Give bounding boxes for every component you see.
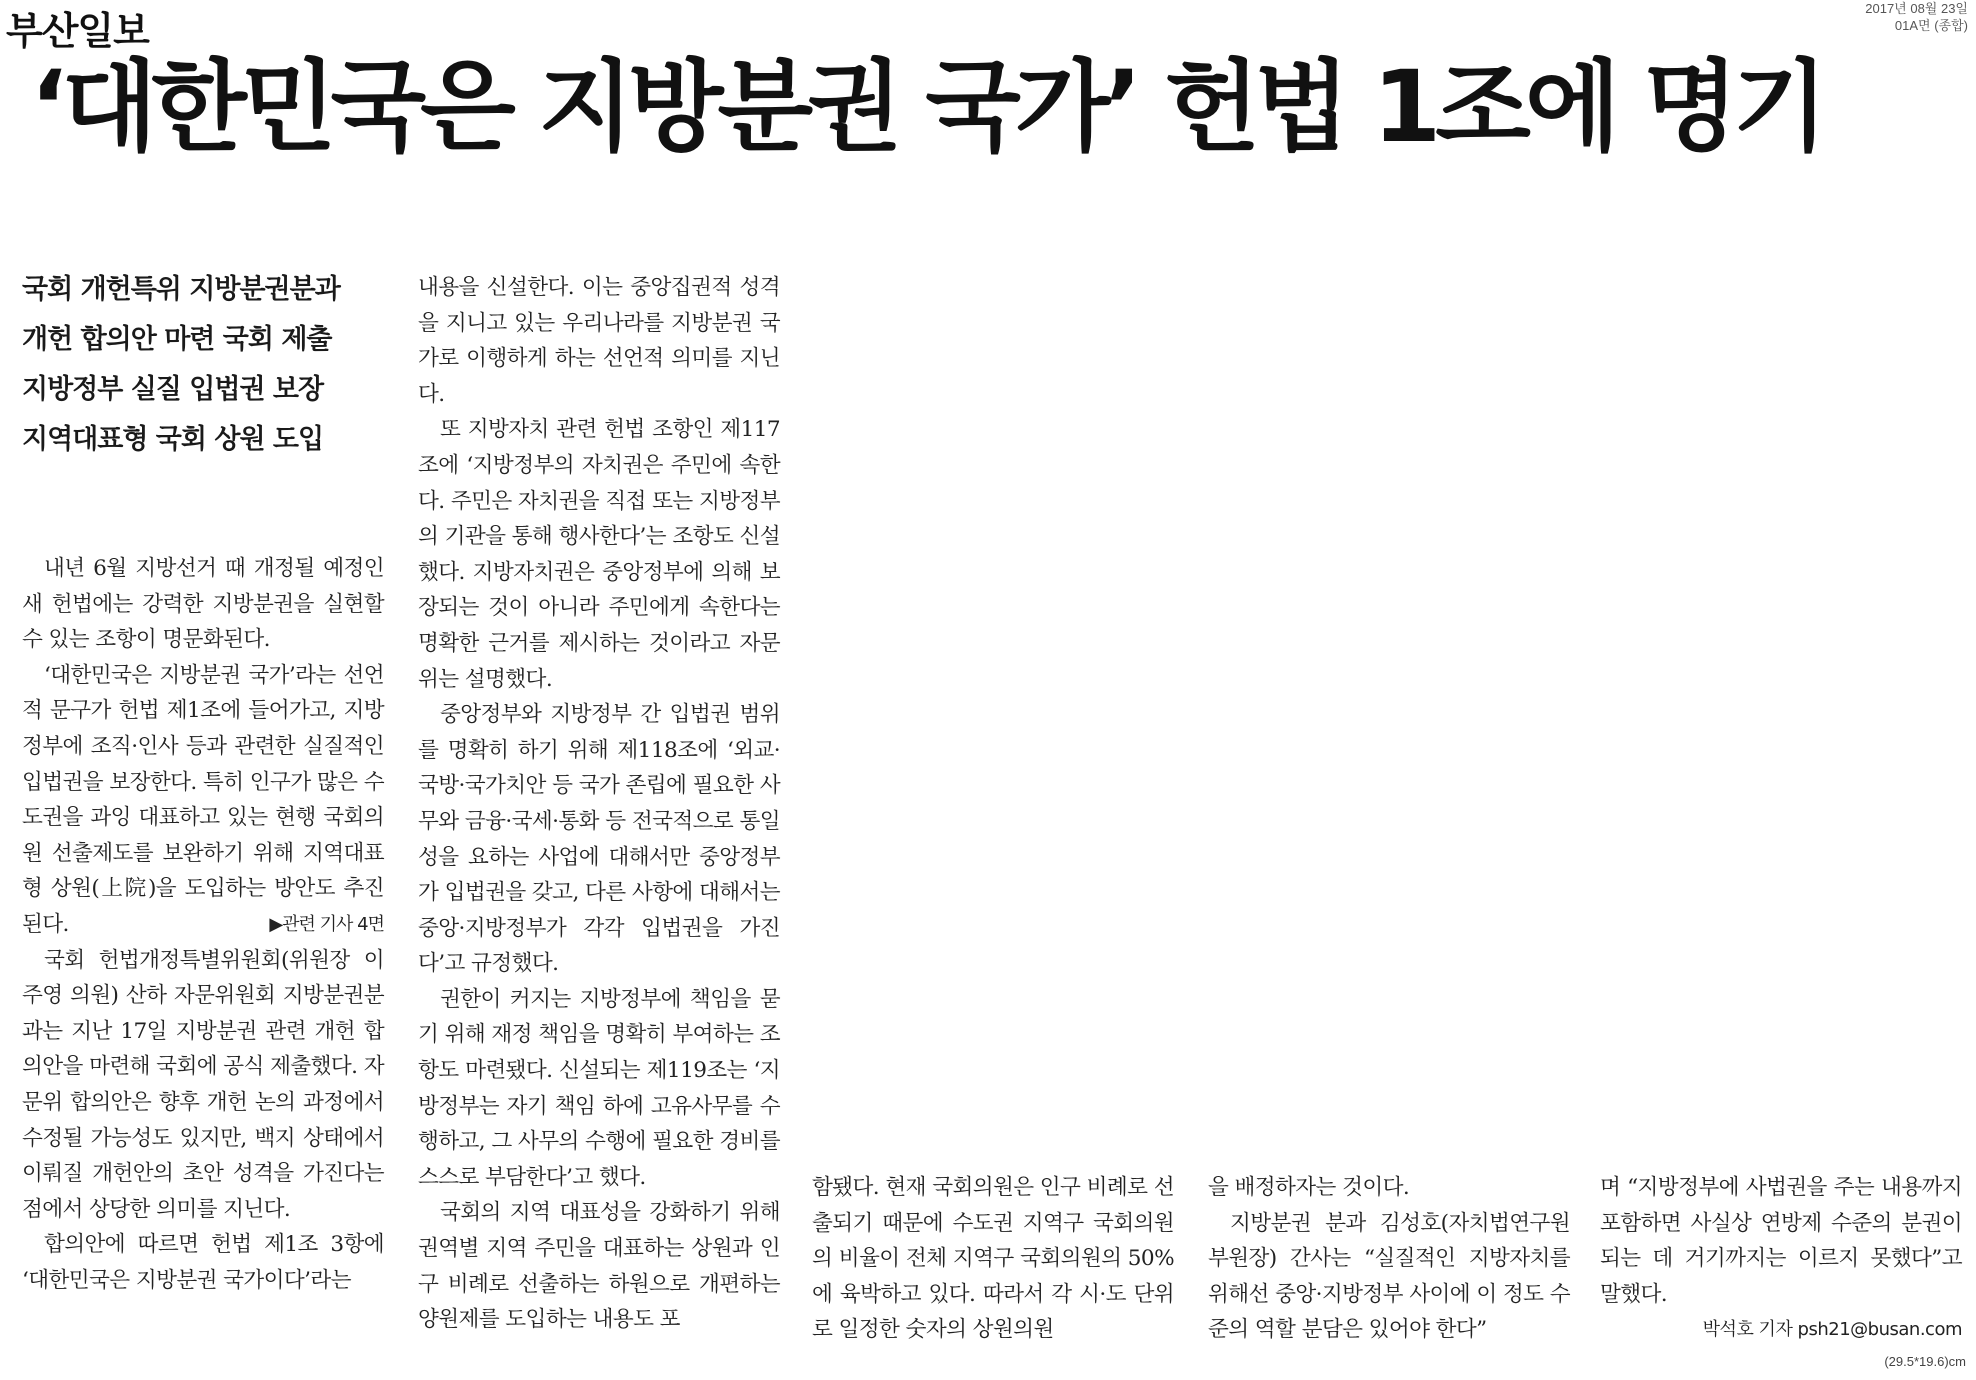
byline: 박석호 기자 psh21@busan.com [1702, 1319, 1962, 1340]
paragraph: 내년 6월 지방선거 때 개정될 예정인 새 헌법에는 강력한 지방분권을 실현할 수 있는 조항이 명문화된다. [22, 556, 384, 653]
paragraph: 국회의 지역 대표성을 강화하기 위해 권역별 지역 주민을 대표하는 상원과 인구 비례로 선출하는 하원으로 개편하는 양원제를 도입하는 내용도 포 [418, 1200, 780, 1333]
paragraph: 을 배정하자는 것이다. [1208, 1175, 1410, 1200]
paragraph: 국회 헌법개정특별위원회(위원장 이주영 의원) 산하 자문위원회 지방분권분과는 지난 17일 지방분권 관련 개헌 합의안을 마련해 국회에 공식 제출했다. 자문위 합의안은 향후 개헌 논의 과정에서 수정될 가능성도 있지만, 백지 상태에서 이뤄질 개헌안의 초안 성격을 가진다는 점에서 상당한 의미를 지닌다. [22, 947, 384, 1222]
article-column-3 [812, 1170, 1174, 1348]
subheadline: 지방정부 실질 입법권 보장 [22, 374, 324, 405]
paragraph: 함됐다. 현재 국회의원은 인구 비례로 선출되기 때문에 수도권 지역구 국회의원의 비율이 전체 지역구 국회의원의 50%에 육박하고 있다. 따라서 각 시·도 단위로 일정한 숫자의 상원의원 [812, 1175, 1174, 1343]
paragraph: 중앙정부와 지방정부 간 입법권 범위를 명확히 하기 위해 제118조에 ‘외교·국방·국가치안 등 국가 존립에 필요한 사무와 금융·국세·통화 등 전국적으로 통일성을 요하는 사업에 대해서만 중앙정부가 입법권을 갖고, 다른 사항에 대해서는 중앙·지방정부가 각각 입법권을 가진다’고 규정했다. [418, 702, 780, 977]
paragraph: 또 지방자치 관련 헌법 조항인 제117조에 ‘지방정부의 자치권은 주민에 속한다. 주민은 자치권을 직접 또는 지방정부의 기관을 통해 행사한다’는 조항도 신설했다. 지방자치권은 중앙정부에 의해 보장되는 것이 아니라 주민에게 속한다는 명확한 근거를 제시하는 것이라고 자문위는 설명했다. [418, 417, 780, 692]
paragraph: 지방분권 분과 김성호(자치법연구원 부원장) 간사는 “실질적인 지방자치를 위해선 중앙·지방정부 사이에 이 정도 수준의 역할 분담은 있어야 한다” [1208, 1210, 1570, 1343]
subheadline: 개헌 합의안 마련 국회 제출 [22, 324, 332, 355]
paragraph: 권한이 커지는 지방정부에 책임을 묻기 위해 재정 책임을 명확히 부여하는 조항도 마련됐다. 신설되는 제119조는 ‘지방정부는 자기 책임 하에 고유사무를 수행하고, 그 사무의 수행에 필요한 경비를 스스로 부담한다’고 했다. [418, 986, 780, 1190]
page-number: 01A면 (종합) [1894, 18, 1968, 33]
dateline [1865, 0, 1968, 34]
subheadline: 국회 개헌특위 지방분권분과 [22, 274, 340, 305]
article-column-5 [1600, 1170, 1962, 1312]
article-column-2 [418, 270, 780, 1338]
paragraph: 합의안에 따르면 헌법 제1조 3항에 ‘대한민국은 지방분권 국가이다’라는 [22, 1232, 384, 1293]
subheadlines [22, 265, 382, 465]
clipping-size-note: (29.5*19.6)cm [1884, 1354, 1966, 1369]
subheadline: 지역대표형 국회 상원 도입 [22, 424, 324, 455]
issue-date: 2017년 08월 23일 [1865, 1, 1968, 16]
headline: ‘대한민국은 지방분권 국가’ 헌법 1조에 명기 [30, 50, 1823, 165]
paragraph [22, 658, 384, 943]
paragraph: 내용을 신설한다. 이는 중앙집권적 성격을 지니고 있는 우리나라를 지방분권 국가로 이행하게 하는 선언적 의미를 지닌다. [418, 275, 780, 407]
article-column-4 [1208, 1170, 1570, 1348]
paragraph-text: ‘대한민국은 지방분권 국가’라는 선언적 문구가 헌법 제1조에 들어가고, 지방정부에 조직·인사 등과 관련한 실질적인 입법권을 보장한다. 특히 인구가 많은 수도권을 과잉 대표하고 있는 현행 국회의원 선출제도를 보완하기 위해 지역대표형 상원(上院)을 도입하는 방안도 추진된다. [22, 662, 384, 937]
article-column-1 [22, 551, 384, 1298]
paragraph: 며 “지방정부에 사법권을 주는 내용까지 포함하면 사실상 연방제 수준의 분권이 되는 데 거기까지는 이르지 못했다”고 말했다. [1600, 1175, 1962, 1307]
masthead-logo: 부산일보 [6, 9, 149, 53]
related-article-link[interactable]: ▶관련 기사 4면 [269, 913, 384, 935]
